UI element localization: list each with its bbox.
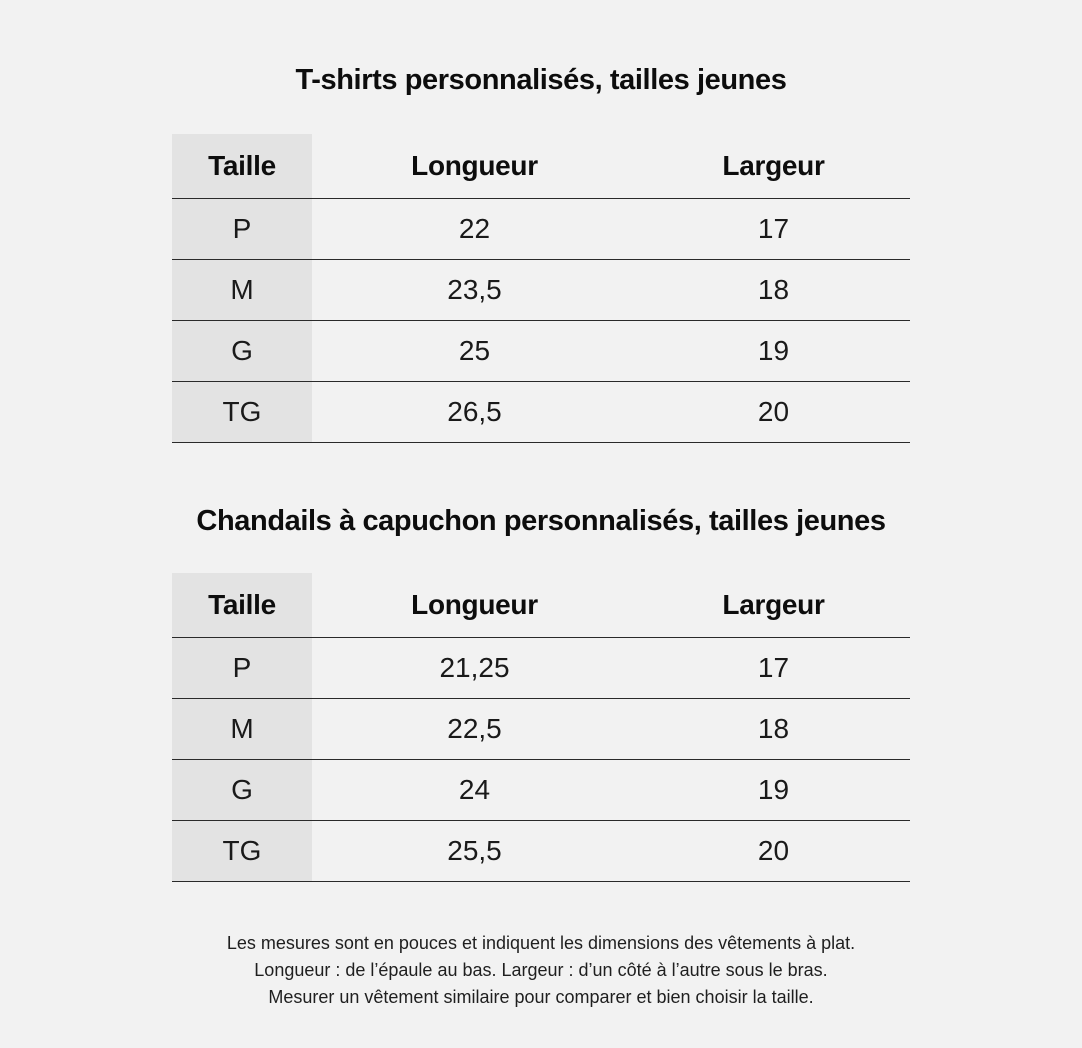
header-row (172, 134, 910, 199)
table-row (172, 260, 910, 321)
longueur-value-cell: 26,5 (312, 382, 637, 443)
largeur-value-cell: 19 (637, 760, 910, 821)
table-row (172, 638, 910, 699)
tshirt-size-table (172, 134, 910, 443)
size-label-cell: G (172, 321, 312, 382)
note-line: Les mesures sont en pouces et indiquent les dimensions des vêtements à plat. (226, 933, 856, 953)
longueur-value-cell: 24 (312, 760, 637, 821)
largeur-value-cell: 17 (637, 199, 910, 260)
size-label-cell: P (172, 199, 312, 260)
header-row (172, 573, 910, 638)
largeur-value-cell: 18 (637, 699, 910, 760)
column-header-largeur: Largeur (637, 573, 910, 638)
size-label-cell: M (172, 699, 312, 760)
table-row (172, 321, 910, 382)
largeur-value-cell: 20 (637, 821, 910, 882)
column-header-longueur: Longueur (312, 573, 637, 638)
size-label-cell: TG (172, 382, 312, 443)
table-row (172, 382, 910, 443)
table-row (172, 760, 910, 821)
size-label-cell: TG (172, 821, 312, 882)
largeur-value-cell: 19 (637, 321, 910, 382)
table-row (172, 199, 910, 260)
column-header-largeur: Largeur (637, 134, 910, 199)
largeur-value-cell: 20 (637, 382, 910, 443)
table-row (172, 699, 910, 760)
hoodie-size-table (172, 573, 910, 882)
longueur-value-cell: 22,5 (312, 699, 637, 760)
column-header-taille: Taille (172, 134, 312, 199)
longueur-value-cell: 23,5 (312, 260, 637, 321)
hoodie-table-title: Chandails à capuchon personnalisés, tailles jeunes (196, 505, 886, 537)
size-label-cell: M (172, 260, 312, 321)
size-label-cell: P (172, 638, 312, 699)
largeur-value-cell: 18 (637, 260, 910, 321)
longueur-value-cell: 22 (312, 199, 637, 260)
note-line: Longueur : de l’épaule au bas. Largeur : d’un côté à l’autre sous le bras. (254, 960, 828, 980)
measurement-notes (0, 930, 1082, 1011)
tshirt-table-title: T-shirts personnalisés, tailles jeunes (295, 64, 787, 96)
longueur-value-cell: 25,5 (312, 821, 637, 882)
size-label-cell: G (172, 760, 312, 821)
note-line: Mesurer un vêtement similaire pour comparer et bien choisir la taille. (268, 987, 814, 1007)
column-header-taille: Taille (172, 573, 312, 638)
longueur-value-cell: 21,25 (312, 638, 637, 699)
column-header-longueur: Longueur (312, 134, 637, 199)
largeur-value-cell: 17 (637, 638, 910, 699)
longueur-value-cell: 25 (312, 321, 637, 382)
table-row (172, 821, 910, 882)
